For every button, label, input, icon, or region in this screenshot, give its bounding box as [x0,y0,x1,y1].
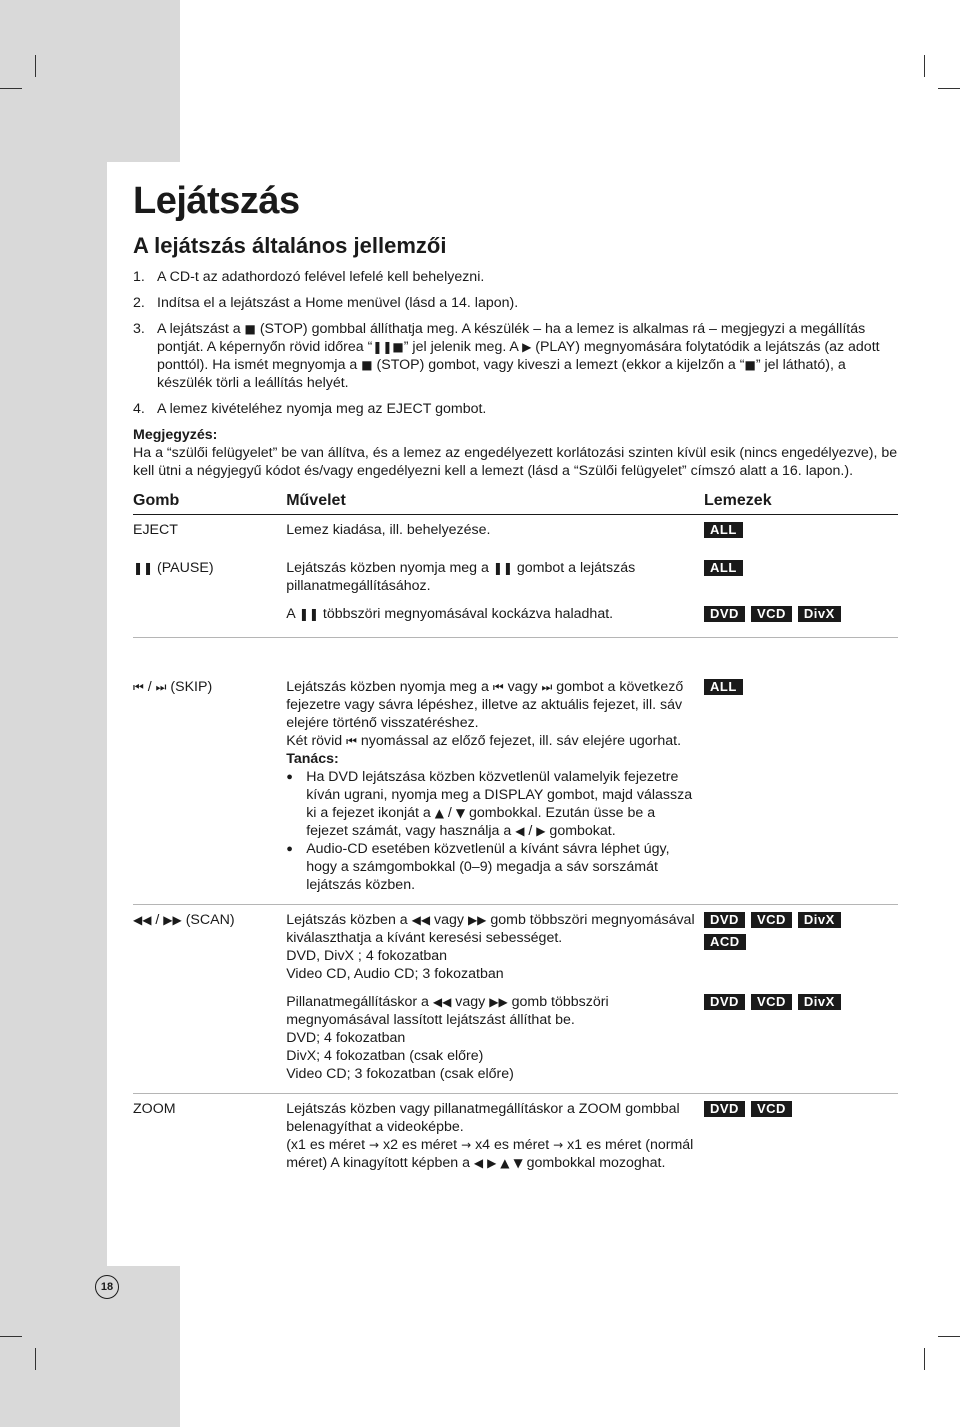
step-item: 3. A lejátszást a ■ (STOP) gombbal állíthatja meg. A készülék – ha a lemez is alkalmas rá – megjegyzi a megállítás pontját. A képernyőn rövid időrea “❚❚■” jel jelenik meg. A ▶ (PLAY) megnyomására folytatódik a lejátszás (az adott ponttól). Ha ismét megnyomja a ■ (STOP) gombot, vagy kiveszi a lemezt (ekkor a kijelzőn a “■” jel látható), a készülék törli a leállítás helyét. [133,321,880,391]
crop-mark [924,55,925,77]
table-row: ◀◀ / ▶▶ (SCAN) Lejátszás közben a ◀◀ vagy ▶▶ gomb többszöri megnyomásával kiválaszthatja a kívánt keresési sebességet. DVD, DivX ; 4 fokozatban Video CD, Audio CD; 3 fokozatban DVD VCD DivX ACD [133,905,898,994]
skip-back-icon: ⏮ [133,680,144,694]
pause-icon: ❚❚ [133,561,154,575]
section-heading: A lejátszás általános jellemzői [133,233,447,258]
pause-icon: ❚❚ [298,607,319,621]
disc-badge: DivX [798,912,841,928]
crop-mark [938,1336,960,1337]
disc-badge: VCD [751,1101,792,1117]
right-arrow-icon: → [553,1138,564,1152]
table-row: Pillanatmegállításkor a ◀◀ vagy ▶▶ gomb többszöri megnyomásával lassított lejátszást állíthat be. DVD; 4 fokozatban DivX; 4 fokozatban (csak előre) Video CD; 3 fokozatban (csak előre) DVD VCD DivX [133,993,898,1094]
disc-badge: DVD [704,994,745,1010]
arrow-up-icon: ▲ [500,1156,510,1170]
arrow-right-icon: ▶ [536,824,546,838]
gray-margin-top [0,0,180,162]
table-row: A ❚❚ többszöri megnyomásával kockázva haladhat. DVD VCD DivX [133,605,898,638]
note-text: Ha a “szülői felügyelet” be van állítva, és a lemez az engedélyezett korlátozási szinten kívül esik (nincs engedélyezve), be kell ütni a négyjegyű kódot és/vagy engedélyezni kell a lemezt (lásd a “Szülői felügyelet” címszó alatt a 16. lapon.). [133,445,898,479]
crop-mark [0,88,22,89]
arrow-right-icon: ▶ [487,1156,497,1170]
rewind-icon: ◀◀ [432,995,452,1009]
crop-mark [924,1348,925,1370]
stop-icon: ■ [744,358,756,372]
disc-badge: ACD [704,934,746,950]
page-title: Lejátszás [133,180,300,222]
crop-mark [35,55,36,77]
note-title: Megjegyzés: [133,427,218,443]
skip-forward-icon: ⏭ [541,680,553,694]
arrow-down-icon: ▼ [513,1156,523,1170]
header-action: Művelet [286,488,704,515]
table-row: ⏮ / ⏭ (SKIP) Lejátszás közben nyomja meg a ⏮ vagy ⏭ gombot a következő fejezetre vagy sávra lépéshez, illetve az aktuális fejezet, ill. sáv elejére történő visszatéréshez. Két rövid ⏮ nyomással az előző fejezet, ill. sáv elejére ugorhat. Tanács: ● Ha DVD lejátszása közben közvetlenül valamelyik fejezetre kíván ugrani, nyomja meg a DISPLAY gombot, majd válassza ki a fejezet ikonját a ▲ / ▼ gombokkal. Ezután üsse be a fejezet számát, vagy használja a ◀ / ▶ gombokat. ● Audio-CD esetében közvetlenül a kívánt sávra léphet úgy, hogy a számgombokkal (0–9) megadja a sáv sorszámát lejátszás közben. ALL [133,638,898,905]
disc-badge: VCD [751,606,792,622]
rewind-icon: ◀◀ [133,913,152,927]
disc-badge: ALL [704,679,743,695]
step-item: 2. Indítsa el a lejátszást a Home menüvel (lásd a 14. lapon). [133,295,519,311]
arrow-left-icon: ◀ [473,1156,484,1170]
crop-mark [938,88,960,89]
disc-badge: ALL [704,560,743,576]
table-row: EJECT Lemez kiadása, ill. behelyezése. ALL [133,515,898,554]
table-row: ZOOM Lejátszás közben vagy pillanatmegállításkor a ZOOM gombbal belenagyíthat a videoképbe. (x1 es méret → x2 es méret → x4 es méret → x1 es méret (normál méret) A kinagyított képben a ◀ ▶ ▲ ▼ gombokkal mozoghat. DVD VCD [133,1094,898,1183]
step-item: 4. A lemez kivételéhez nyomja meg az EJECT gombot. [133,401,487,417]
disc-badge: VCD [751,912,792,928]
gray-margin-bottom [0,1266,180,1427]
disc-badge: DivX [798,606,841,622]
disc-badge: VCD [751,994,792,1010]
step-item: 1. A CD-t az adathordozó felével lefelé kell behelyezni. [133,269,485,285]
fast-forward-icon: ▶▶ [467,913,487,927]
crop-mark [35,1348,36,1370]
list-item: ● Ha DVD lejátszása közben közvetlenül valamelyik fejezetre kíván ugrani, nyomja meg a DISPLAY gombot, majd válassza ki a fejezet ikonját a ▲ / ▼ gombokkal. Ezután üsse be a fejezet számát, vagy használja a ◀ / ▶ gombokat. [286,768,700,840]
header-button: Gomb [133,488,286,515]
disc-badge: DivX [798,994,841,1010]
page-number: 18 [95,1275,119,1299]
function-table [133,488,898,1182]
stop-icon: ■ [361,358,373,372]
skip-back-icon: ⏮ [346,734,357,748]
skip-forward-icon: ⏭ [155,680,167,694]
list-item: ● Audio-CD esetében közvetlenül a kívánt sávra léphet úgy, hogy a számgombokkal (0–9) megadja a sáv sorszámát lejátszás közben. [286,840,700,894]
stop-icon: ■ [244,322,256,336]
play-icon: ▶ [522,340,532,354]
disc-badge: DVD [704,1101,745,1117]
tip-title: Tanács: [286,751,339,767]
skip-back-icon: ⏮ [492,680,504,694]
tips-list [286,768,700,894]
arrow-down-icon: ▼ [455,806,466,820]
page-content [133,178,898,1182]
fast-forward-icon: ▶▶ [163,913,182,927]
header-discs: Lemezek [704,488,898,515]
rewind-icon: ◀◀ [411,913,431,927]
steps-list [133,268,898,418]
right-arrow-icon: → [369,1138,380,1152]
crop-mark [0,1336,22,1337]
table-row: ❚❚ (PAUSE) Lejátszás közben nyomja meg a ❚❚ gombot a lejátszás pillanatmegállításához. ALL [133,553,898,605]
disc-badge: DVD [704,912,745,928]
arrow-up-icon: ▲ [434,806,444,820]
pause-stop-icon: ❚❚■ [372,340,404,354]
pause-icon: ❚❚ [492,561,513,575]
right-arrow-icon: → [461,1138,472,1152]
gray-margin-left [0,162,107,1266]
disc-badge: DVD [704,606,745,622]
arrow-left-icon: ◀ [515,824,525,838]
fast-forward-icon: ▶▶ [489,995,508,1009]
disc-badge: ALL [704,522,743,538]
